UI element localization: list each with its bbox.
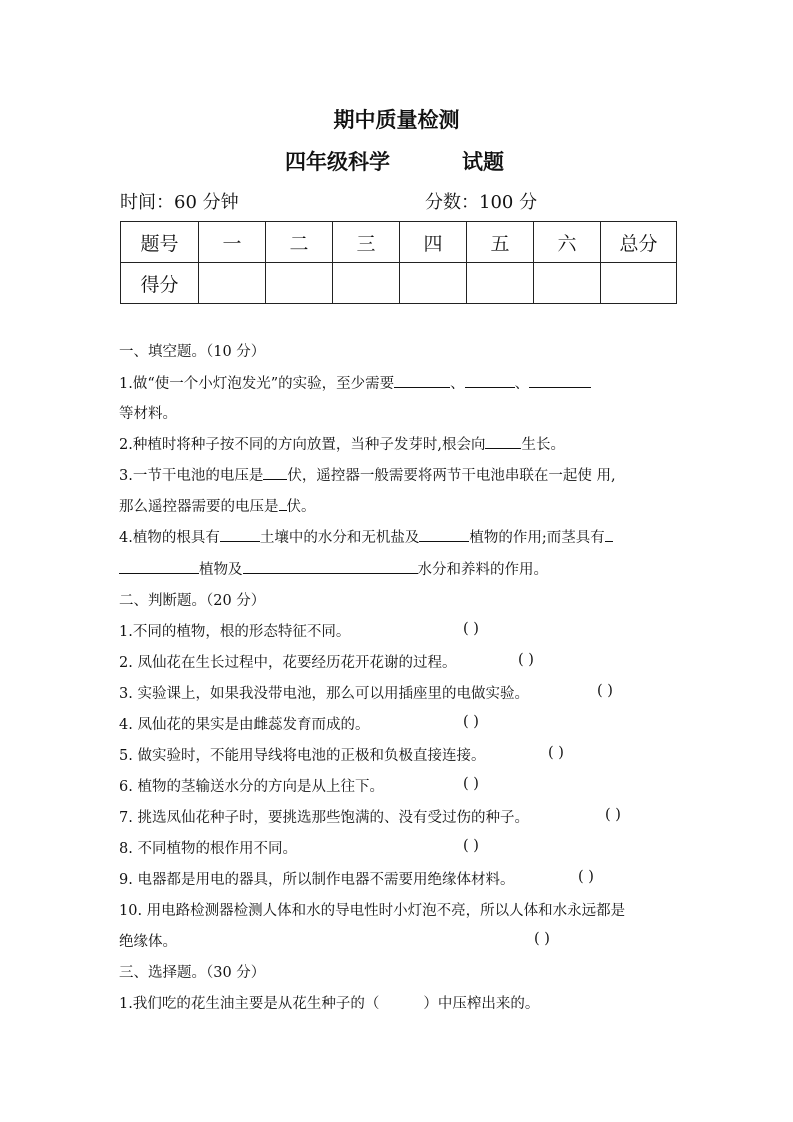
judge-item: 3. 实验课上，如果我没带电池，那么可以用插座里的电做实验。 bbox=[119, 686, 529, 702]
judge-item: 6. 植物的茎输送水分的方向是从上往下。 bbox=[119, 779, 384, 795]
judge-item: 4. 凤仙花的果实是由雌蕊发育而成的。 bbox=[119, 717, 370, 733]
judge-item: 5. 做实验时，不能用导线将电池的正极和负极直接连接。 bbox=[119, 748, 486, 764]
judge-item: 9. 电器都是用电的器具，所以制作电器不需要用绝缘体材料。 bbox=[119, 872, 515, 888]
question-text: 植物的作用;而茎具有 bbox=[469, 530, 605, 546]
choice-question bbox=[119, 993, 539, 1015]
question-cont bbox=[119, 558, 548, 580]
exam-time: 时间：60 分钟 bbox=[120, 192, 239, 213]
table-header: 二 bbox=[266, 222, 333, 263]
score-cell bbox=[333, 263, 400, 304]
section-heading: 三、选择题。（30 分） bbox=[119, 965, 266, 981]
exam-paper-label: 试题 bbox=[462, 149, 504, 174]
score-cell bbox=[467, 263, 534, 304]
question-text: 伏，遥控器一般需要将两节干电池串联在一起使 用, bbox=[287, 468, 616, 484]
question-cont bbox=[119, 495, 316, 517]
judge-item: 10. 用电路检测器检测人体和水的导电性时小灯泡不亮，所以人体和水永远都是 bbox=[119, 903, 626, 919]
question-text: 那么遥控器需要的电压是 bbox=[119, 499, 279, 515]
table-row bbox=[121, 263, 677, 304]
table-row bbox=[121, 222, 677, 263]
question-text: 2.种植时将种子按不同的方向放置，当种子发芽时,根会向 bbox=[119, 437, 486, 453]
answer-paren: ( ) bbox=[534, 931, 550, 947]
separator: 、 bbox=[450, 376, 465, 392]
question bbox=[119, 526, 613, 548]
score-table bbox=[120, 221, 677, 304]
answer-blank bbox=[263, 464, 287, 480]
table-header: 四 bbox=[400, 222, 467, 263]
question bbox=[119, 464, 616, 486]
table-header: 三 bbox=[333, 222, 400, 263]
table-header: 得分 bbox=[121, 263, 199, 304]
score-cell bbox=[266, 263, 333, 304]
question bbox=[119, 433, 565, 455]
answer-paren: ( ) bbox=[463, 621, 479, 637]
question bbox=[119, 372, 591, 394]
answer-blank bbox=[605, 526, 613, 542]
answer-blank bbox=[529, 372, 591, 388]
answer-blank bbox=[220, 526, 260, 542]
answer-blank bbox=[243, 558, 418, 574]
question-text: 土壤中的水分和无机盐及 bbox=[259, 530, 420, 546]
table-header: 总分 bbox=[601, 222, 677, 263]
table-header: 五 bbox=[467, 222, 534, 263]
answer-blank bbox=[119, 558, 199, 574]
question-text: 3.一节干电池的电压是 bbox=[119, 468, 264, 484]
question-cont: 等材料。 bbox=[119, 406, 177, 422]
answer-blank bbox=[394, 372, 450, 388]
question-text: 生长。 bbox=[521, 437, 565, 453]
question-text: 植物及 bbox=[199, 562, 243, 578]
answer-paren: ( ) bbox=[463, 714, 479, 730]
answer-paren: ( ) bbox=[463, 838, 479, 854]
question-text: 1.我们吃的花生油主要是从花生种子的（ bbox=[119, 996, 380, 1012]
answer-blank bbox=[279, 495, 287, 511]
answer-paren: ( ) bbox=[518, 652, 534, 668]
answer-paren: ( ) bbox=[605, 807, 621, 823]
answer-blank bbox=[465, 372, 515, 388]
score-cell bbox=[400, 263, 467, 304]
table-header: 六 bbox=[534, 222, 601, 263]
question-text: 水分和养料的作用。 bbox=[417, 562, 548, 578]
question-text: ）中压榨出来的。 bbox=[423, 996, 540, 1012]
section-heading: 二、判断题。（20 分） bbox=[119, 593, 266, 609]
answer-blank bbox=[485, 433, 521, 449]
score-cell bbox=[199, 263, 266, 304]
judge-item: 8. 不同植物的根作用不同。 bbox=[119, 841, 297, 857]
answer-paren: ( ) bbox=[578, 869, 594, 885]
separator: 、 bbox=[514, 376, 530, 392]
judge-item: 7. 挑选凤仙花种子时，要挑选那些饱满的、没有受过伤的种子。 bbox=[119, 810, 529, 826]
table-header: 一 bbox=[199, 222, 266, 263]
judge-item: 1.不同的植物，根的形态特征不同。 bbox=[119, 624, 351, 640]
judge-item: 2. 凤仙花在生长过程中，花要经历花开花谢的过程。 bbox=[119, 655, 457, 671]
answer-paren: ( ) bbox=[597, 683, 613, 699]
table-header: 题号 bbox=[121, 222, 199, 263]
question-text: 4.植物的根具有 bbox=[119, 530, 220, 546]
score-cell bbox=[534, 263, 601, 304]
answer-paren: ( ) bbox=[548, 745, 564, 761]
answer-paren: ( ) bbox=[463, 776, 479, 792]
section-heading: 一、填空题。（10 分） bbox=[119, 344, 266, 360]
exam-score: 分数：100 分 bbox=[425, 192, 538, 213]
question-text: 1.做“使一个小灯泡发光”的实验，至少需要 bbox=[119, 376, 395, 392]
judge-item-cont: 绝缘体。 bbox=[119, 934, 177, 950]
score-cell bbox=[601, 263, 677, 304]
exam-subject: 四年级科学 bbox=[285, 149, 390, 174]
answer-blank bbox=[419, 526, 469, 542]
question-text: 伏。 bbox=[286, 499, 316, 515]
exam-title: 期中质量检测 bbox=[333, 107, 460, 132]
